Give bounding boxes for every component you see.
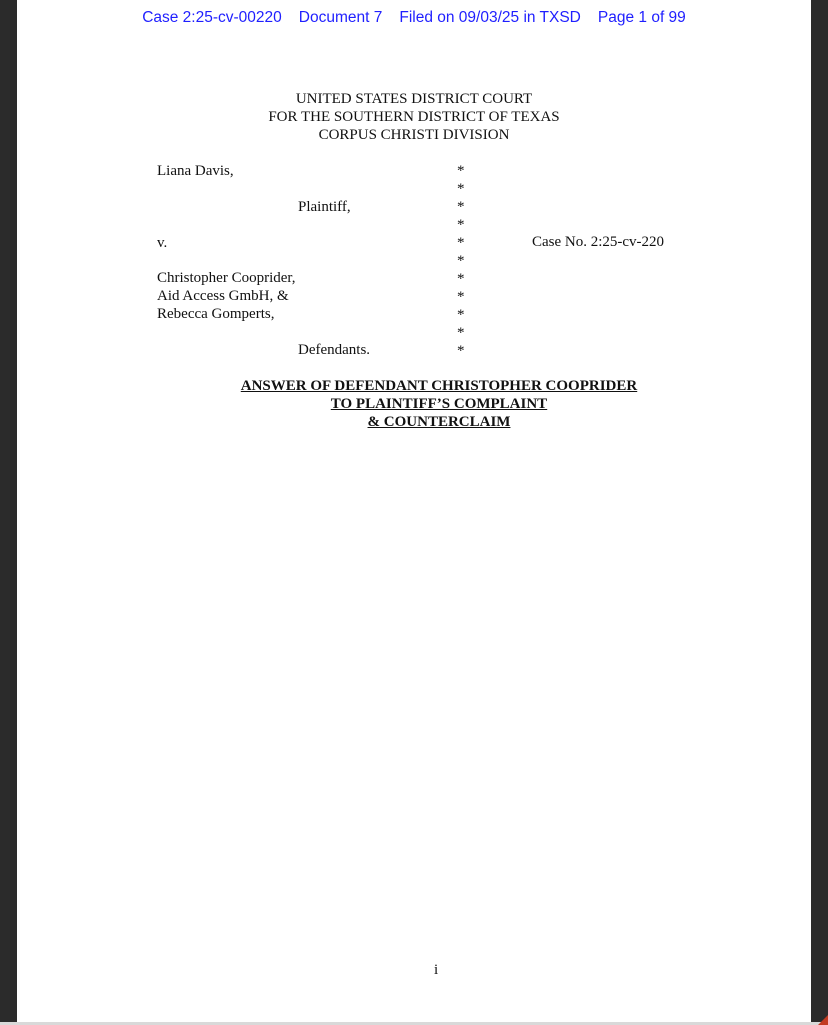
court-line-2: FOR THE SOUTHERN DISTRICT OF TEXAS — [268, 109, 560, 125]
case-number: Case No. 2:25-cv-220 — [532, 234, 665, 250]
caption-separator — [457, 162, 465, 360]
stamp-filed: Filed on 09/03/25 in TXSD — [399, 9, 581, 26]
defendant-1: Christopher Cooprider, — [157, 270, 296, 286]
defendant-role: Defendants. — [298, 342, 371, 358]
stamp-case-number: Case 2:25-cv-00220 — [142, 9, 282, 26]
page-number: i — [434, 962, 439, 978]
court-line-3: CORPUS CHRISTI DIVISION — [318, 127, 510, 143]
title-line-3: & COUNTERCLAIM — [367, 414, 511, 430]
separator-star: * — [457, 289, 465, 305]
stamp-document: Document 7 — [298, 9, 383, 26]
separator-star: * — [457, 325, 465, 341]
filing-stamp — [0, 9, 828, 27]
defendant-3: Rebecca Gomperts, — [157, 306, 275, 322]
separator-star: * — [457, 343, 465, 359]
separator-star: * — [457, 235, 465, 251]
corner-marker — [818, 1015, 828, 1025]
document-page — [17, 0, 811, 1022]
separator-star: * — [457, 199, 465, 215]
document-title — [0, 377, 828, 431]
defendant-2: Aid Access GmbH, & — [157, 288, 289, 304]
court-heading — [0, 90, 828, 144]
separator-star: * — [457, 271, 465, 287]
stamp-page: Page 1 of 99 — [597, 9, 686, 26]
separator-star: * — [457, 307, 465, 323]
versus: v. — [157, 235, 168, 251]
title-line-2: TO PLAINTIFF’S COMPLAINT — [330, 396, 548, 412]
separator-star: * — [457, 163, 465, 179]
plaintiff-name: Liana Davis, — [157, 163, 234, 179]
separator-star: * — [457, 181, 465, 197]
title-line-1: ANSWER OF DEFENDANT CHRISTOPHER COOPRIDER — [240, 378, 638, 394]
plaintiff-role: Plaintiff, — [298, 199, 351, 215]
court-line-1: UNITED STATES DISTRICT COURT — [295, 91, 533, 107]
separator-star: * — [457, 253, 465, 269]
separator-star: * — [457, 217, 465, 233]
